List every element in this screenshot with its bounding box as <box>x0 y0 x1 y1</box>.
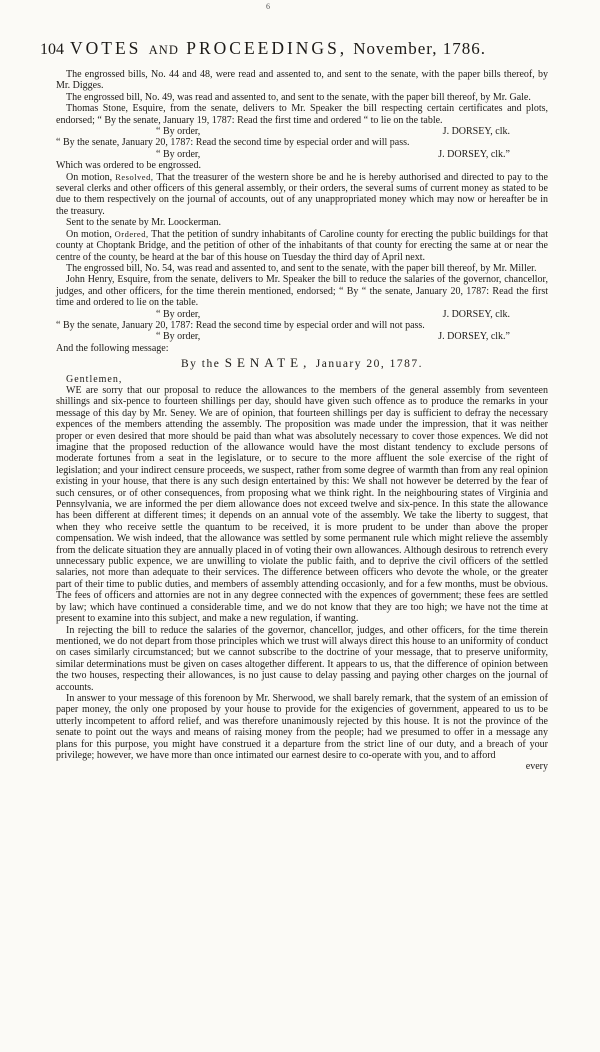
salutation: Gentlemen, <box>66 373 123 385</box>
paragraph-stone-certificates: Thomas Stone, Esquire, from the senate, delivers to Mr. Speaker the bill respecting certain certificates and plots, endorsed; “ By the senate, January 19, 1787: Read the first time and ordered “ to lie on the table. <box>56 103 548 126</box>
message-paragraph-allowances: WE are sorry that our proposal to reduce the allowances to the members of the general assembly from seventeen shillings and six-pence to fourteen shillings per day, should have given such offence as to produce the remarks in your message of this day by Mr. Seney. We are of opinion, that fourteen shillings per day is sufficient to defray the necessary expences of the members attending the assembly. The proposition was made under the impression, that it was neither proper or even desired that more should be paid than what was absolutely necessary to cover those expences. We did not imagine that the proposed reduction of the allowance would have the most distant tendency to exclude persons of moderate fortunes from a seat in the legislature, or to secure to the more affluent the sole exercise of the right of legislation; and your indirect censure proceeds, we suspect, rather from some degree of warmth than from any real opinion existing in your house, that there is any such design entertained by this: We shall not however be deterred by the fear of such censures, or of other consequences, from proposing what we think right. In the neighbouring states of Virginia and Pennsylvania, we are informed the per diem allowance does not exceed twelve and six-pence. In this state the allowance has been different at different times; it depends on an annual vote of the assembly. We take the liberty to suggest, that when they who receive settle the quantum to be received, it is more prudent to be under than above the proper compensation. We wish indeed, that the allowance was settled by some permanent rule which might relieve the assembly from the delicate situation they are annually placed in of voting their own allowances. Although desirous to retrench every unnecessary public expence, we are unwilling to violate the public faith, and to deprive the civil officers of the settled salaries, not more than adequate to their services. The difference between officers who devote the whole, or the greater part of their time to public duties, and members of assembly attending occasionly, and for a few months, must be obvious. The fees of officers and attornies are not in any degree connected with the expences of government; these fees are settled by law; which have continued a considerable time, and we do not know that they are too high; we have not the time at present to examine into this subject, and make a new regulation, if wanting. <box>56 384 548 625</box>
order-signature-2: “ By order, J. DORSEY, clk.” <box>156 148 510 160</box>
message-paragraph-salaries: In rejecting the bill to reduce the salaries of the governor, chancellor, judges, and other officers, for the time therein mentioned, we do not depart from those principles which we trust will always direct this house to an uniformity of conduct on cases similarly circumstanced; but we cannot subscribe to the doctrine of your message, that to preserve uniformity, similar determinations must be given on cases altogether different. It appears to us, that the difference of opinion between the two houses, respecting their allowances, is no just cause to delay passing and paying other charges on the journal of accounts. <box>56 624 548 693</box>
journal-text <box>56 69 548 773</box>
senate-endorsement-1: “ By the senate, January 20, 1787: Read the second time by especial order and will pass. <box>56 137 410 149</box>
catchword: every <box>525 761 548 773</box>
order-signature-4: “ By order, J. DORSEY, clk.” <box>156 331 510 343</box>
page-number: 104 <box>40 41 64 58</box>
resolved-keyword: Resolved, <box>115 171 154 182</box>
message-paragraph-paper-money: In answer to your message of this forenoon by Mr. Sherwood, we shall barely remark, that the system of an emission of paper money, the only one proposed by your house to provide for the exigencies of government, appeared to us to be utterly incompetent to afford relief, and was therefore unanimously rejected by this house. It is not the province of the senate to point out the ways and means of raising money from the people; had we presumed to offer in a message any plans for this purpose, you might have construed it a departure from the strict line of our duty, and a breach of your privilege; however, we have more than once intimated our earnest desire to co-operate with you, and to afford <box>56 692 548 761</box>
title-and: AND <box>148 43 179 57</box>
running-title <box>70 38 347 59</box>
senate-endorsement-2: “ By the senate, January 20, 1787: Read the second time by especial order and will not pass. <box>56 319 425 331</box>
order-signature-1: “ By order, J. DORSEY, clk. <box>156 126 510 138</box>
paragraph-sent-loockerman: Sent to the senate by Mr. Loockerman. <box>66 217 221 229</box>
senate-message-heading: By the SENATE, January 20, 1787. <box>180 355 423 371</box>
paragraph-caroline-petition: On motion, Ordered, That the petition of sundry inhabitants of Caroline county for erecting the public buildings for that county at Choptank Bridge, and the petition of other of the inhabitants of that county for erecting the same at or near the centre of the county, be heard at the bar of this house on Tuesday the third day of April next. <box>56 228 549 263</box>
paragraph-following-message: And the following message: <box>56 342 169 354</box>
running-head <box>40 38 548 59</box>
running-date: November, 1786. <box>353 39 487 58</box>
paragraph-bills-44-48: The engrossed bills, No. 44 and 48, were read and assented to, and sent to the senate, with the paper bills thereof, by Mr. Digges. <box>56 69 548 92</box>
ordered-keyword: Ordered, <box>114 228 149 239</box>
paragraph-treasurer-resolution: On motion, Resolved, That the treasurer of the western shore be and he is hereby authorised and directed to pay to the several clerks and other officers of this general assembly, or their orders, the several sums of current money as stated to be due to them respectively on the journal of accounts, out of any unappropriated money which may now or hereafter be in the treasury. <box>56 171 548 217</box>
order-signature-3: “ By order, J. DORSEY, clk. <box>156 308 510 320</box>
title-votes: VOTES <box>70 38 142 58</box>
paragraph-bill-49: The engrossed bill, No. 49, was read and assented to, and sent to the senate, with the paper bill thereof, by Mr. Gale. <box>66 91 531 103</box>
paragraph-henry-salaries: John Henry, Esquire, from the senate, delivers to Mr. Speaker the bill to reduce the salaries of the governor, chancellor, judges, and other officers, for the time therein mentioned, endorsed; “ By “ the senate, January 20, 1787: Read the first time and ordered to lie on the table. <box>56 274 548 309</box>
title-proceedings: PROCEEDINGS, <box>186 38 348 58</box>
paragraph-bill-54: The engrossed bill, No. 54, was read and assented to, and sent to the senate, with the paper bill thereof, by Mr. Miller. <box>66 262 537 274</box>
paragraph-engrossed: Which was ordered to be engrossed. <box>56 160 201 172</box>
top-mark: 6 <box>266 2 270 11</box>
